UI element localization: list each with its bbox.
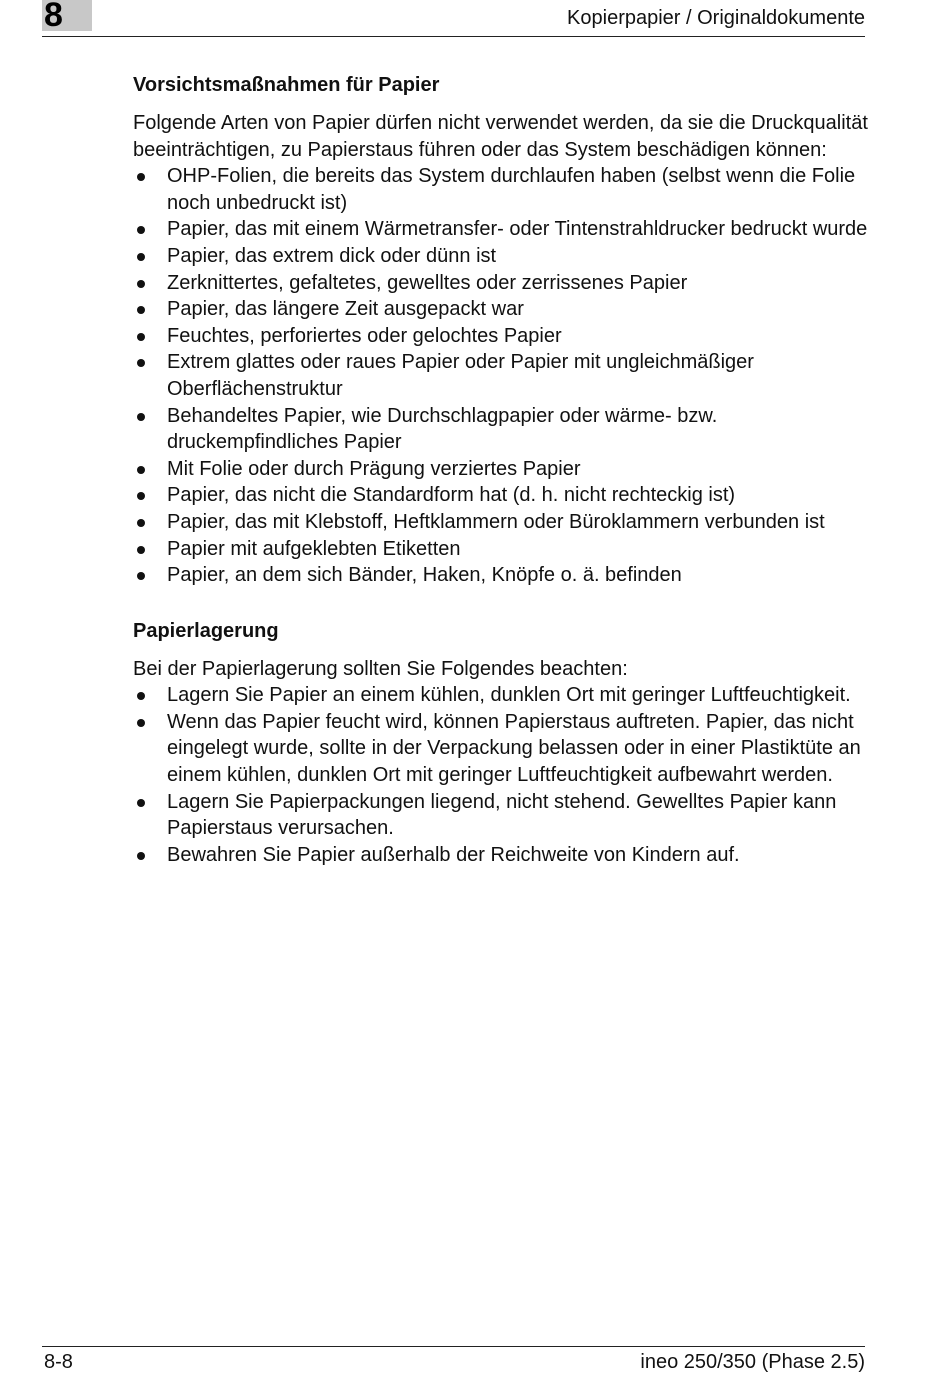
list-item: [133, 709, 868, 789]
list-item: [133, 349, 868, 402]
page-content: [133, 70, 868, 868]
list-item-text: Papier mit aufgeklebten Etiketten: [167, 537, 461, 560]
list-item-text: Lagern Sie Papierpackungen liegend, nicht stehend. Gewelltes Papier kann Papierstaus verursachen.: [167, 790, 837, 840]
bullet-icon: [137, 692, 145, 700]
list-item: [133, 789, 868, 842]
section-heading-paper-precautions: Vorsichtsmaßnahmen für Papier: [133, 74, 440, 96]
list-item-text: Mit Folie oder durch Prägung verziertes Papier: [167, 457, 581, 480]
list-item: [133, 456, 868, 483]
bullet-icon: [137, 333, 145, 341]
bullet-icon: [137, 799, 145, 807]
paper-storage-list: [133, 682, 868, 868]
bullet-icon: [137, 253, 145, 261]
bullet-icon: [137, 280, 145, 288]
list-item-text: Wenn das Papier feucht wird, können Papierstaus auftreten. Papier, das nicht eingelegt wurde, sollte in der Verpackung belassen oder in einer Plastiktüte an einem kühlen, dunklen Ort mit geringer Luftfeuchtigkeit aufbewahrt werden.: [167, 710, 861, 787]
list-item: [133, 163, 868, 216]
list-item: [133, 403, 868, 456]
list-item-text: OHP-Folien, die bereits das System durchlaufen haben (selbst wenn die Folie noch unbedruckt ist): [167, 165, 856, 214]
list-item-text: Lagern Sie Papier an einem kühlen, dunklen Ort mit geringer Luftfeuchtigkeit.: [167, 684, 851, 707]
list-item: [133, 296, 868, 323]
bullet-icon: [137, 413, 145, 421]
bullet-icon: [137, 492, 145, 500]
list-item-text: Papier, das mit einem Wärmetransfer- oder Tintenstrahldrucker bedruckt wurde: [167, 218, 868, 241]
bullet-icon: [137, 226, 145, 234]
list-item: [133, 536, 868, 563]
header-divider: [42, 36, 865, 37]
section-heading-paper-storage: Papierlagerung: [133, 619, 279, 642]
list-item: [133, 842, 868, 869]
list-item-text: Bewahren Sie Papier außerhalb der Reichweite von Kindern auf.: [167, 843, 740, 866]
list-item-text: Papier, das längere Zeit ausgepackt war: [167, 298, 524, 321]
list-item-text: Feuchtes, perforiertes oder gelochtes Papier: [167, 324, 562, 347]
list-item: [133, 562, 868, 589]
list-item-text: Extrem glattes oder raues Papier oder Papier mit ungleichmäßiger Oberflächenstruktur: [167, 351, 754, 400]
page-number: 8-8: [44, 1351, 73, 1373]
list-item: [133, 216, 868, 243]
chapter-number: 8: [44, 0, 63, 34]
bullet-icon: [137, 572, 145, 580]
running-header-title: Kopierpapier / Originaldokumente: [567, 7, 865, 29]
list-item: [133, 270, 868, 297]
bullet-icon: [137, 546, 145, 554]
bullet-icon: [137, 359, 145, 367]
list-item-text: Papier, das extrem dick oder dünn ist: [167, 244, 497, 267]
paper-storage-intro: Bei der Papierlagerung sollten Sie Folgendes beachten:: [133, 657, 628, 680]
paper-precautions-list: [133, 163, 868, 589]
bullet-icon: [137, 719, 145, 727]
bullet-icon: [137, 173, 145, 181]
list-item-text: Papier, an dem sich Bänder, Haken, Knöpfe o. ä. befinden: [167, 564, 682, 587]
product-name: ineo 250/350 (Phase 2.5): [640, 1351, 865, 1373]
list-item: [133, 243, 868, 270]
list-item: [133, 482, 868, 509]
list-item-text: Papier, das mit Klebstoff, Heftklammern oder Büroklammern verbunden ist: [167, 510, 825, 533]
list-item-text: Zerknittertes, gefaltetes, gewelltes oder zerrissenes Papier: [167, 271, 688, 294]
list-item: [133, 682, 868, 709]
bullet-icon: [137, 466, 145, 474]
list-item: [133, 323, 868, 350]
bullet-icon: [137, 852, 145, 860]
list-item-text: Behandeltes Papier, wie Durchschlagpapier oder wärme- bzw. druckempfindliches Papier: [167, 404, 718, 454]
footer-divider: [42, 1346, 865, 1347]
list-item: [133, 509, 868, 536]
bullet-icon: [137, 519, 145, 527]
paper-precautions-intro: Folgende Arten von Papier dürfen nicht verwendet werden, da sie die Druckqualität beeinträchtigen, zu Papierstaus führen oder das System beschädigen können:: [133, 112, 868, 161]
bullet-icon: [137, 306, 145, 314]
list-item-text: Papier, das nicht die Standardform hat (d. h. nicht rechteckig ist): [167, 484, 736, 507]
